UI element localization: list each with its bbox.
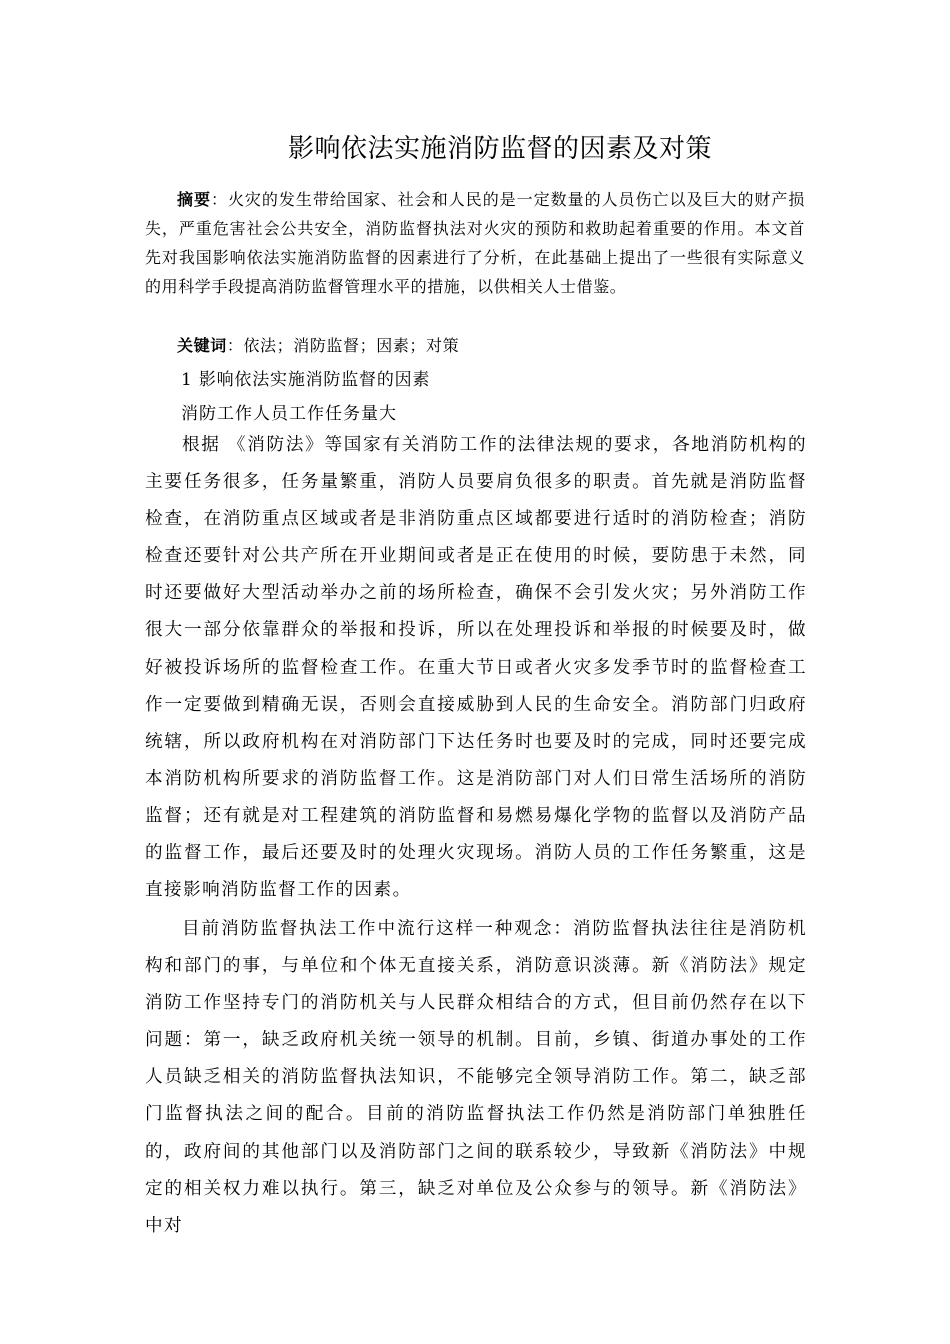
document-title: 影响依法实施消防监督的因素及对策 <box>287 134 712 164</box>
keywords-text: 依法；消防监督；因素；对策 <box>243 336 460 355</box>
keywords <box>177 332 459 360</box>
abstract-text: 火灾的发生带给国家、社会和人民的是一定数量的人员伤亡以及巨大的财产损失，严重危害社会公共安全，消防监督执法对火灾的预防和救助起着重要的作用。本文首先对我国影响依法实施消防监督的因素进行了分析，在此基础上提出了一些很有实际意义的用科学手段提高消防监督管理水平的措施，以供相关人士借鉴。 <box>145 190 805 296</box>
keywords-label: 关键词 <box>177 336 227 355</box>
body-paragraph: 目前消防监督执法工作中流行这样一种观念：消防监督执法往往是消防机构和部门的事，与单位和个体无直接关系，消防意识淡薄。新《消防法》规定消防工作坚持专门的消防机关与人民群众相结合的方式，但目前仍然存在以下问题：第一，缺乏政府机关统一领导的机制。目前，乡镇、街道办事处的工作人员缺乏相关的消防监督执法知识，不能够完全领导消防工作。第二，缺乏部门监督执法之间的配合。目前的消防监督执法工作仍然是消防部门单独胜任的，政府间的其他部门以及消防部门之间的联系较少，导致新《消防法》中规定的相关权力难以执行。第三，缺乏对单位及公众参与的领导。新《消防法》中对 <box>145 919 807 1236</box>
abstract <box>145 185 805 301</box>
section-heading: 1 影响依法实施消防监督的因素 <box>181 370 431 390</box>
abstract-label: 摘要 <box>177 190 211 209</box>
body-paragraph: 根据 《消防法》等国家有关消防工作的法律法规的要求，各地消防机构的主要任务很多，任务量繁重，消防人员要肩负很多的职责。首先就是消防监督检查，在消防重点区域或者是非消防重点区域都要进行适时的消防检查；消防检查还要针对公共产所在开业期间或者是正在使用的时候，要防患于未然，同时还要做好大型活动举办之前的场所检查，确保不会引发火灾；另外消防工作很大一部分依靠群众的举报和投诉，所以在处理投诉和举报的时候要及时，做好被投诉场所的监督检查工作。在重大节日或者火灾多发季节时的监督检查工作一定要做到精确无误，否则会直接威胁到人民的生命安全。消防部门归政府统辖，所以政府机构在对消防部门下达任务时也要及时的完成，同时还要完成本消防机构所要求的消防监督工作。这是消防部门对人们日常生活场所的消防监督；还有就是对工程建筑的消防监督和易燃易爆化学物的监督以及消防产品的监督工作，最后还要及时的处理火灾现场。消防人员的工作任务繁重，这是直接影响消防监督工作的因素。 <box>145 435 807 901</box>
abstract-separator: ： <box>210 190 228 209</box>
subsection-heading: 消防工作人员工作任务量大 <box>181 404 397 424</box>
keywords-separator: ： <box>226 336 244 355</box>
